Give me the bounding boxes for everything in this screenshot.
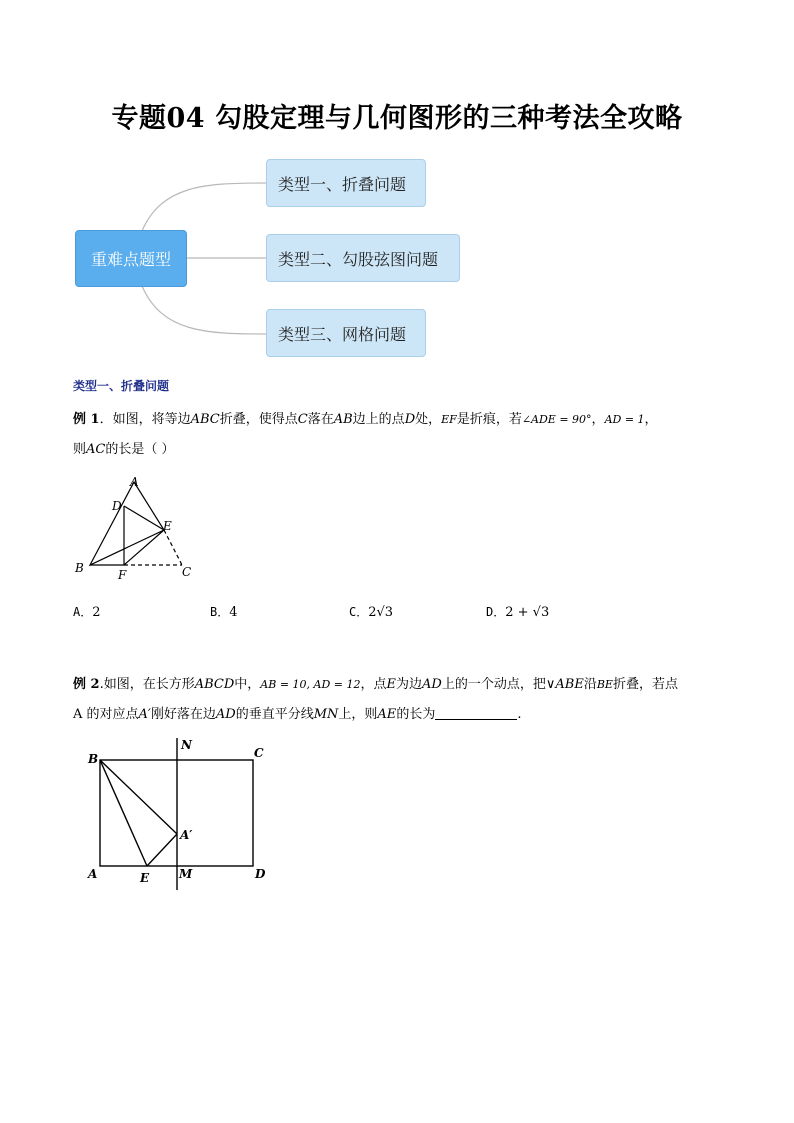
option-key: A． [73,605,93,619]
label-E: E [163,519,172,533]
option-value: 2 [92,605,101,620]
text: 的长是（ ） [105,442,175,457]
option-d [486,603,549,620]
page-title: 专题04 勾股定理与几何图形的三种考法全攻略 [111,103,683,134]
text: 上的一个动点，把 [441,677,546,692]
math: AB = 10, AD = 12 [260,678,361,691]
option-value: 2√3 [368,605,394,620]
text: 的长为 [396,707,436,722]
mind-map-branch-3: 类型三、网格问题 [266,309,426,357]
math: ∠ADE = 90° [521,413,592,426]
triangle-figure [70,470,210,585]
math: C [297,412,308,427]
option-b [210,603,238,620]
option-key: B． [210,605,230,619]
math: A′ [138,707,151,722]
answer-blank[interactable] [435,703,517,720]
text: 则 [73,442,87,457]
math: ABCD [194,677,235,692]
option-key: D． [486,605,506,619]
label-D: D [255,867,266,881]
math: AD = 1 [604,413,645,426]
mind-map [0,0,794,370]
text: A 的对应点 [73,707,139,722]
math: ∨ABE [545,677,584,692]
example-2-text [73,670,733,730]
text: . [517,707,522,722]
text: 边上的点 [352,412,405,427]
text: 折叠，使得点 [219,412,298,427]
label-B: B [75,561,84,575]
example-1-text [73,405,733,465]
text: 刚好落在边 [150,707,216,722]
option-key: C． [349,605,369,619]
text: 上，则 [338,707,378,722]
label-C: C [182,565,192,579]
label-A: A [130,475,139,489]
text: 的垂直平分线 [235,707,314,722]
math: AD [422,677,442,692]
label-D: D [112,499,122,513]
math: MN [313,707,339,722]
rectangle-figure [84,735,284,895]
example-1-options [73,603,733,627]
text: ， [644,412,658,427]
mind-map-branch-2: 类型二、勾股弦图问题 [266,234,460,282]
text: 为边 [396,677,423,692]
math: AD [215,707,236,722]
label-A-prime: A′ [180,828,193,842]
label-M: M [179,867,193,881]
math: D [404,412,416,427]
math: AE [377,707,397,722]
example-1-label: 例 1 [73,412,100,427]
label-A: A [88,867,98,881]
label-N: N [181,738,192,752]
math: EF [441,413,457,426]
text: ，点 [360,677,387,692]
math: E [386,677,397,692]
label-B: B [88,752,99,766]
text: ， [591,412,605,427]
math: AC [86,442,106,457]
text: 落在 [307,412,334,427]
option-c [349,603,393,620]
example-2-label: 例 2 [73,677,100,692]
text: ．如图，将等边 [99,412,191,427]
label-C: C [254,746,264,760]
text: 沿 [583,677,597,692]
math: ABC [190,412,220,427]
label-F: F [118,568,127,582]
text: .如图，在长方形 [99,677,195,692]
text: 折叠，若点 [612,677,678,692]
label-E: E [140,871,150,885]
text: 是折痕，若 [456,412,522,427]
text: 处， [415,412,442,427]
mind-map-branch-1: 类型一、折叠问题 [266,159,426,207]
math: BE [596,678,613,691]
option-a [73,603,101,620]
math: AB [333,412,353,427]
section-heading-1: 类型一、折叠问题 [73,379,170,393]
text: 中， [234,677,261,692]
option-value: 4 [229,605,238,620]
mind-map-root: 重难点题型 [75,230,187,287]
option-value: 2 + √3 [505,605,550,620]
